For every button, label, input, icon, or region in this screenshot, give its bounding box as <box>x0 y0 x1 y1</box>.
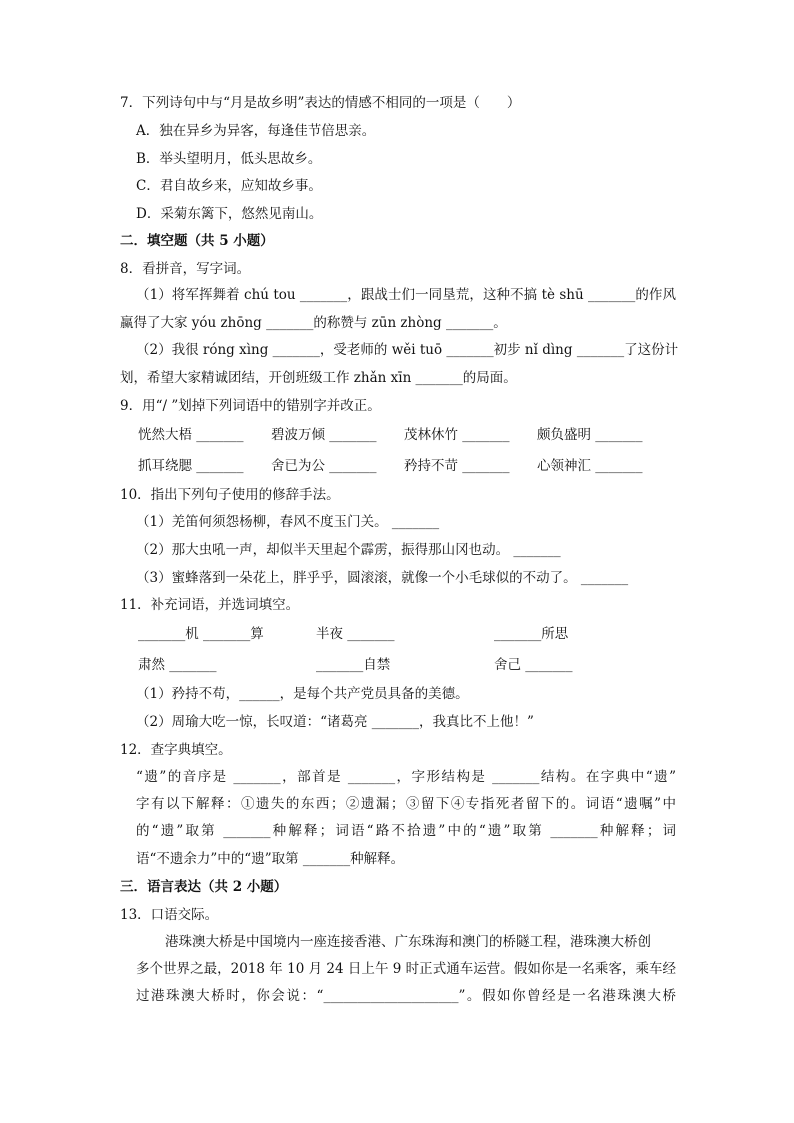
q13-stem: 13．口语交际。 <box>120 907 219 923</box>
q8-line-4: 划，希望大家精诚团结，开创班级工作 zhǎn xīn _______的局面。 <box>120 370 517 386</box>
q13-line-1: 港珠澳大桥是中国境内一座连接香港、广东珠海和澳门的桥隧工程，港珠澳大桥创 <box>165 934 651 950</box>
q7-option-a: A．独在异乡为异客，每逢佳节倍思亲。 <box>136 123 376 139</box>
q9-stem: 9．用“/ ”划掉下列词语中的错别字并改正。 <box>120 398 381 414</box>
q10-line-1: （1）羌笛何须怨杨柳，春风不度玉门关。 _______ <box>136 514 440 530</box>
section-3-title: 三．语言表达（共 2 小题） <box>120 879 288 895</box>
q7-option-b: B．举头望明月，低头思故乡。 <box>136 151 322 167</box>
q12-line-3: 的“遗”取第 _______种解释；词语“路不拾遗”中的“遗”取第 _______种解释；词 <box>136 823 676 839</box>
q11-stem: 11．补充词语，并选词填空。 <box>120 597 300 613</box>
q11-word: _______所思 <box>494 626 569 642</box>
q9-item: 舍已为公 _______ <box>271 458 377 474</box>
q11-word: 肃然 _______ <box>138 657 217 673</box>
q9-item: 矜持不苛 _______ <box>404 458 510 474</box>
q8-line-1: （1）将军挥舞着 chú tou _______，跟战士们一同垦荒，这种不搞 tè shū _______的作风 <box>136 287 676 303</box>
q8-line-2: 赢得了大家 yóu zhōng _______的称赞与 zūn zhòng _______。 <box>120 315 507 331</box>
q11-word: _______机 _______算 <box>138 626 264 642</box>
q11-word: 半夜 _______ <box>316 626 395 642</box>
q9-item: 碧波万倾 _______ <box>271 427 377 443</box>
q10-stem: 10．指出下列句子使用的修辞手法。 <box>120 487 340 503</box>
q9-item: 抓耳绕腮 _______ <box>138 458 244 474</box>
q13-line-3: 过港珠澳大桥时，你会说：“____________________”。假如你曾经是一名港珠澳大桥 <box>136 988 676 1004</box>
q9-item: 恍然大梧 _______ <box>138 427 244 443</box>
q7-option-d: D．采菊东篱下，悠然见南山。 <box>136 206 323 222</box>
q12-line-2: 字有以下解释：①遗失的东西；②遗漏；③留下④专指死者留下的。词语“遗嘱”中 <box>136 796 676 812</box>
q9-item: 茂林休竹 _______ <box>404 427 510 443</box>
q11-line-2: （2）周瑜大吃一惊，长叹道：“诸葛亮 _______，我真比不上他！” <box>136 714 534 730</box>
q12-line-4: 语“不遗余力”中的“遗”取第 _______种解释。 <box>136 851 405 867</box>
q9-item: 心领神汇 _______ <box>537 458 643 474</box>
q11-word: _______自禁 <box>316 657 391 673</box>
q8-line-3: （2）我很 róng xìng _______，受老师的 wěi tuō _______初步 nǐ dìng _______了这份计 <box>136 342 679 358</box>
q7-stem: 7．下列诗句中与“月是故乡明”表达的情感不相同的一项是（ ） <box>120 95 521 111</box>
q7-option-c: C．君自故乡来，应知故乡事。 <box>136 178 322 194</box>
q9-item: 颇负盛明 _______ <box>537 427 643 443</box>
q13-line-2: 多个世界之最，2018 年 10 月 24 日上午 9 时正式通车运营。假如你是一名乘客，乘车经 <box>136 961 676 977</box>
q12-line-1: “遗”的音序是 _______，部首是 _______，字形结构是 _______结构。在字典中“遗” <box>136 769 676 785</box>
q10-line-3: （3）蜜蜂落到一朵花上，胖乎乎，圆滚滚，就像一个小毛球似的不动了。 _______ <box>136 570 629 586</box>
q10-line-2: （2）那大虫吼一声，却似半天里起个霹雳，振得那山冈也动。 _______ <box>136 542 561 558</box>
q12-stem: 12．查字典填空。 <box>120 742 232 758</box>
q11-line-1: （1）矜持不苟，______，是每个共产党员具备的美德。 <box>136 686 469 702</box>
section-2-title: 二．填空题（共 5 小题） <box>120 233 274 249</box>
q8-stem: 8．看拼音，写字词。 <box>120 261 251 277</box>
q11-word: 舍己 _______ <box>494 657 573 673</box>
